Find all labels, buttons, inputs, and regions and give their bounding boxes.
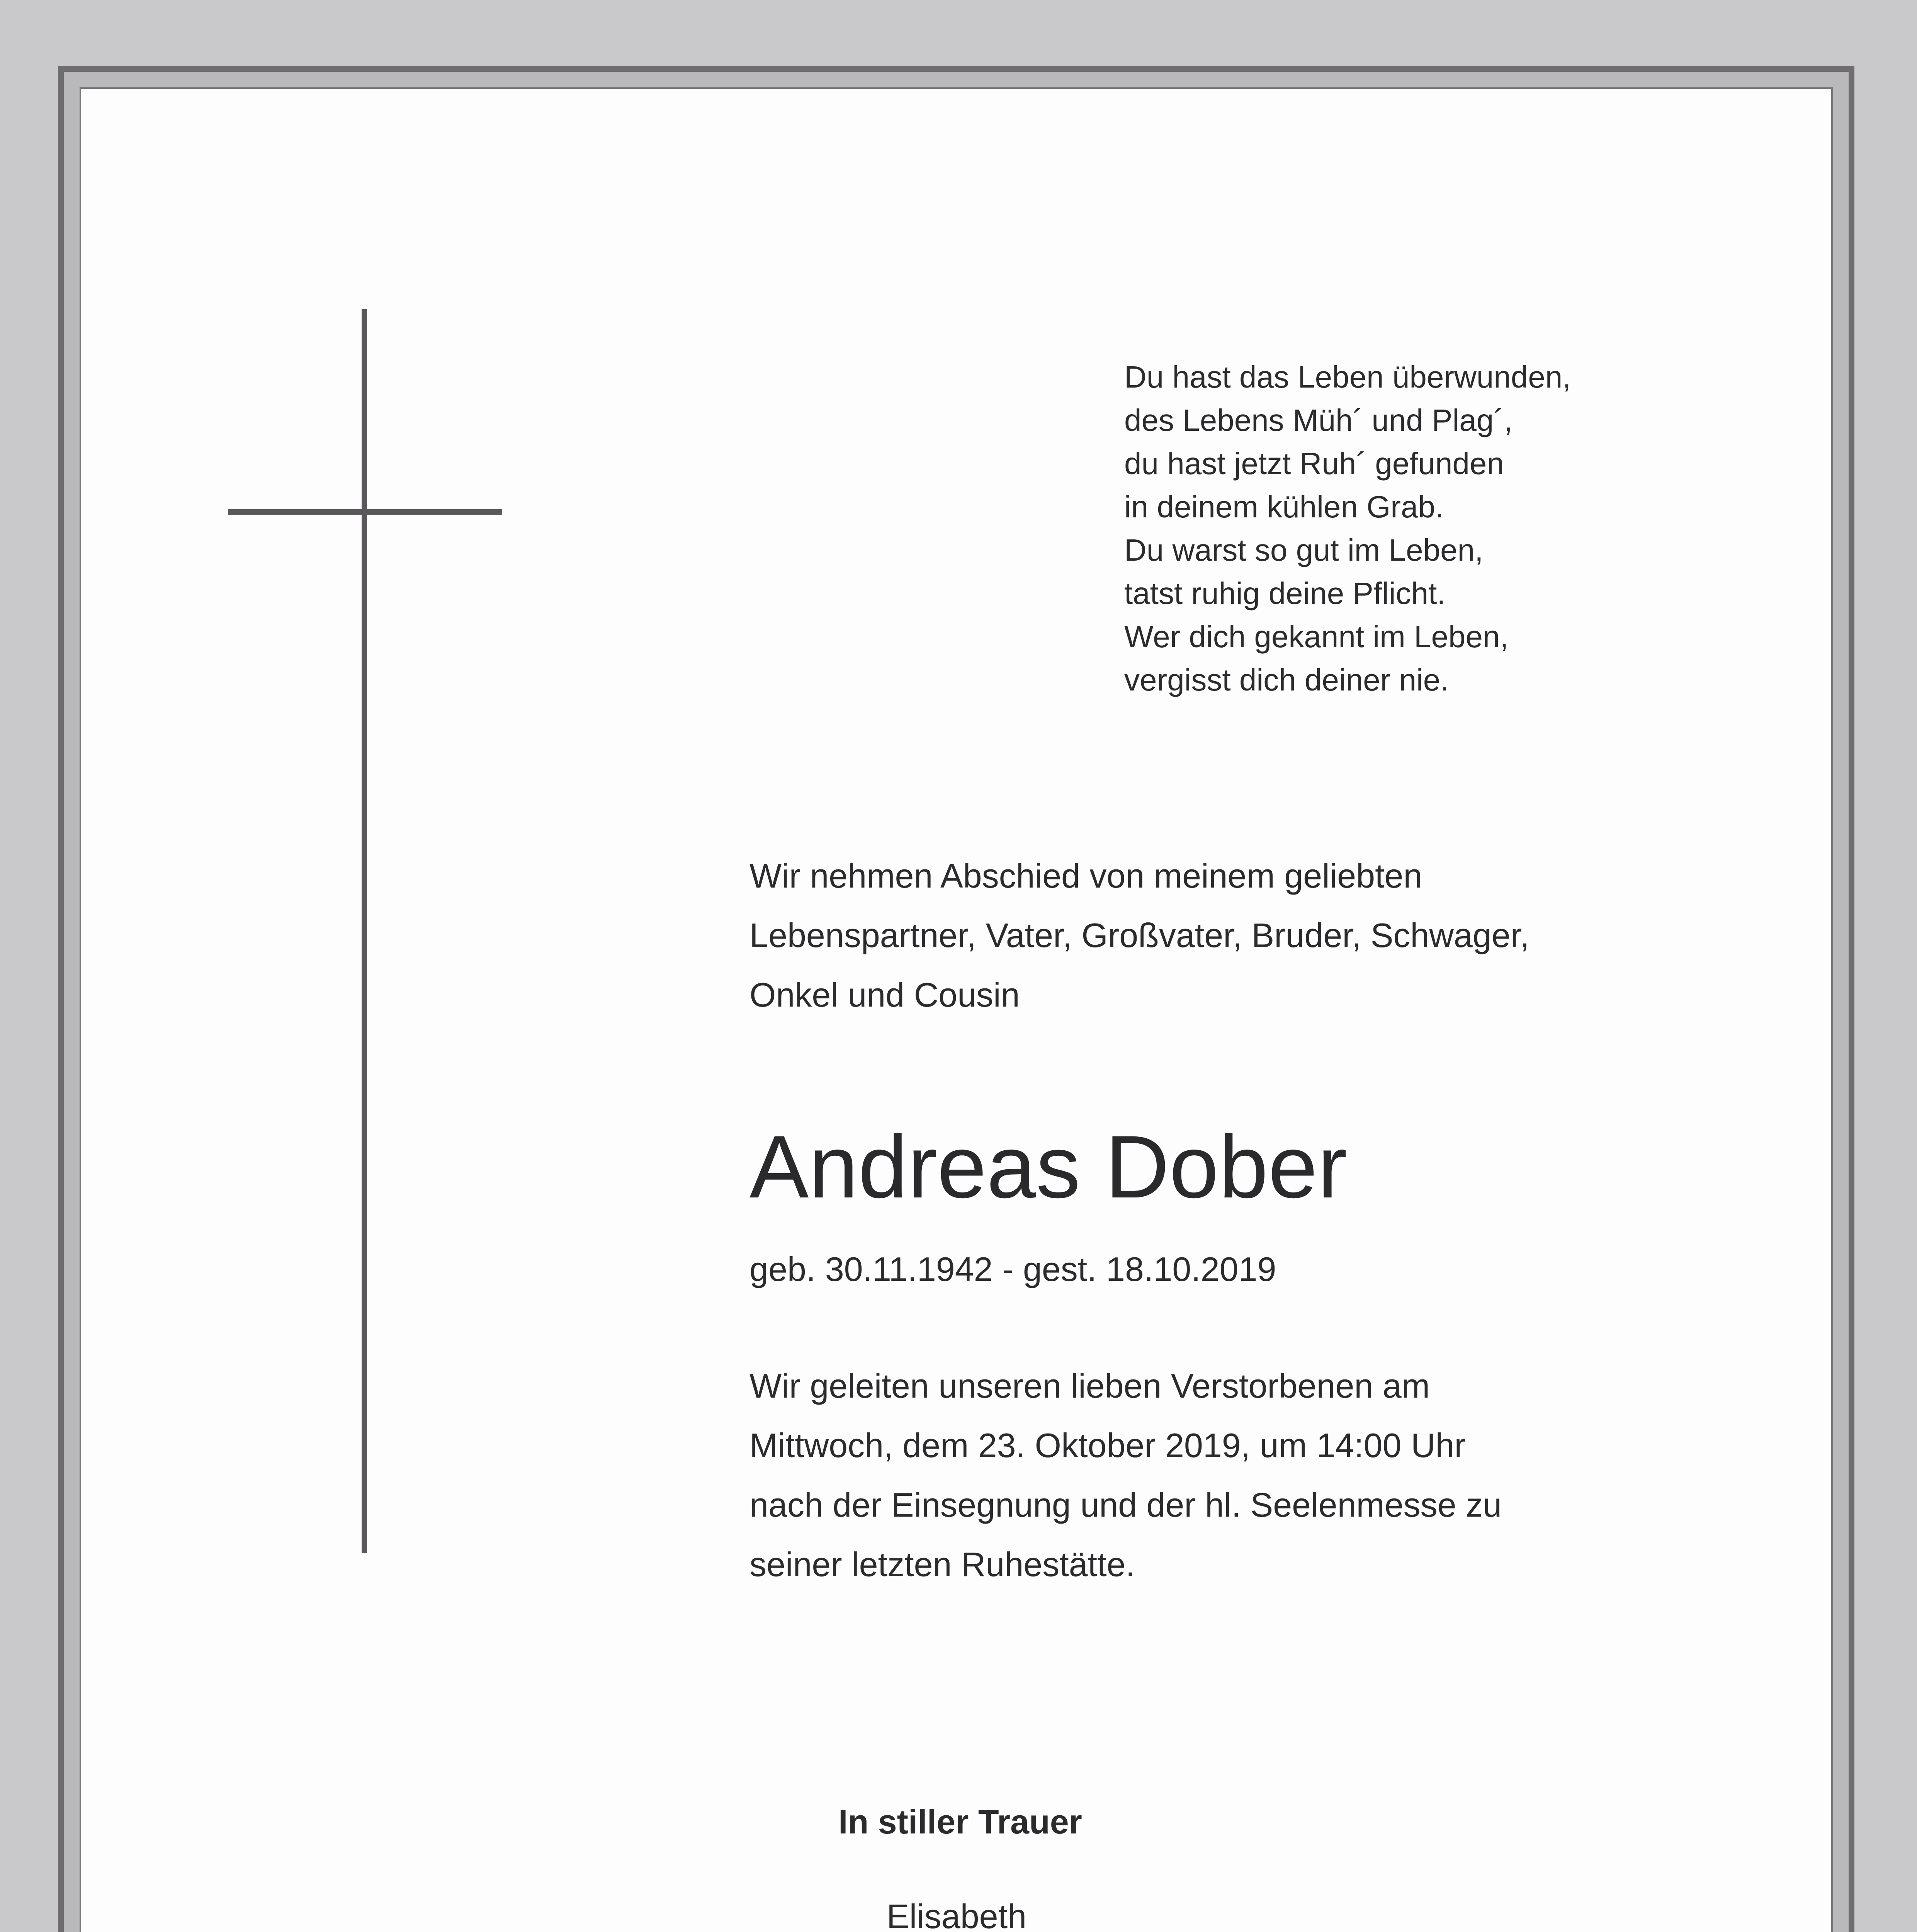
farewell-intro	[749, 846, 1715, 1025]
poem-line: in deinem kühlen Grab.	[1124, 490, 1444, 524]
funeral-details	[749, 1356, 1715, 1594]
deceased-name: Andreas Dober	[749, 1117, 1347, 1216]
poem-line: du hast jetzt Ruh´ gefunden	[1124, 446, 1504, 481]
intro-line: Lebenspartner, Vater, Großvater, Bruder, Schwager,	[749, 916, 1530, 954]
poem-line: des Lebens Müh´ und Plag´,	[1124, 403, 1513, 437]
mourning-heading: In stiller Trauer	[838, 1803, 1082, 1841]
mourner-elisabeth: Elisabeth	[887, 1897, 1027, 1932]
funeral-line: nach der Einsegnung und der hl. Seelenmesse zu	[749, 1486, 1502, 1524]
poem	[1124, 355, 1781, 702]
intro-line: Wir nehmen Abschied von meinem geliebten	[749, 857, 1422, 895]
poem-line: tatst ruhig deine Pflicht.	[1124, 576, 1446, 611]
poem-line: Wer dich gekannt im Leben,	[1124, 619, 1509, 654]
funeral-line: Wir geleiten unseren lieben Verstorbenen am	[749, 1367, 1430, 1405]
poem-line: Du hast das Leben überwunden,	[1124, 360, 1571, 394]
funeral-line: Mittwoch, dem 23. Oktober 2019, um 14:00 Uhr	[749, 1426, 1466, 1464]
cross-horizontal-beam	[228, 509, 502, 515]
funeral-line: seiner letzten Ruhestätte.	[749, 1545, 1135, 1583]
life-dates: geb. 30.11.1942 - gest. 18.10.2019	[749, 1250, 1276, 1288]
intro-line: Onkel und Cousin	[749, 976, 1020, 1014]
poem-line: vergisst dich deiner nie.	[1124, 663, 1449, 697]
cross-vertical-beam	[362, 309, 367, 1553]
poem-line: Du warst so gut im Leben,	[1124, 533, 1484, 567]
